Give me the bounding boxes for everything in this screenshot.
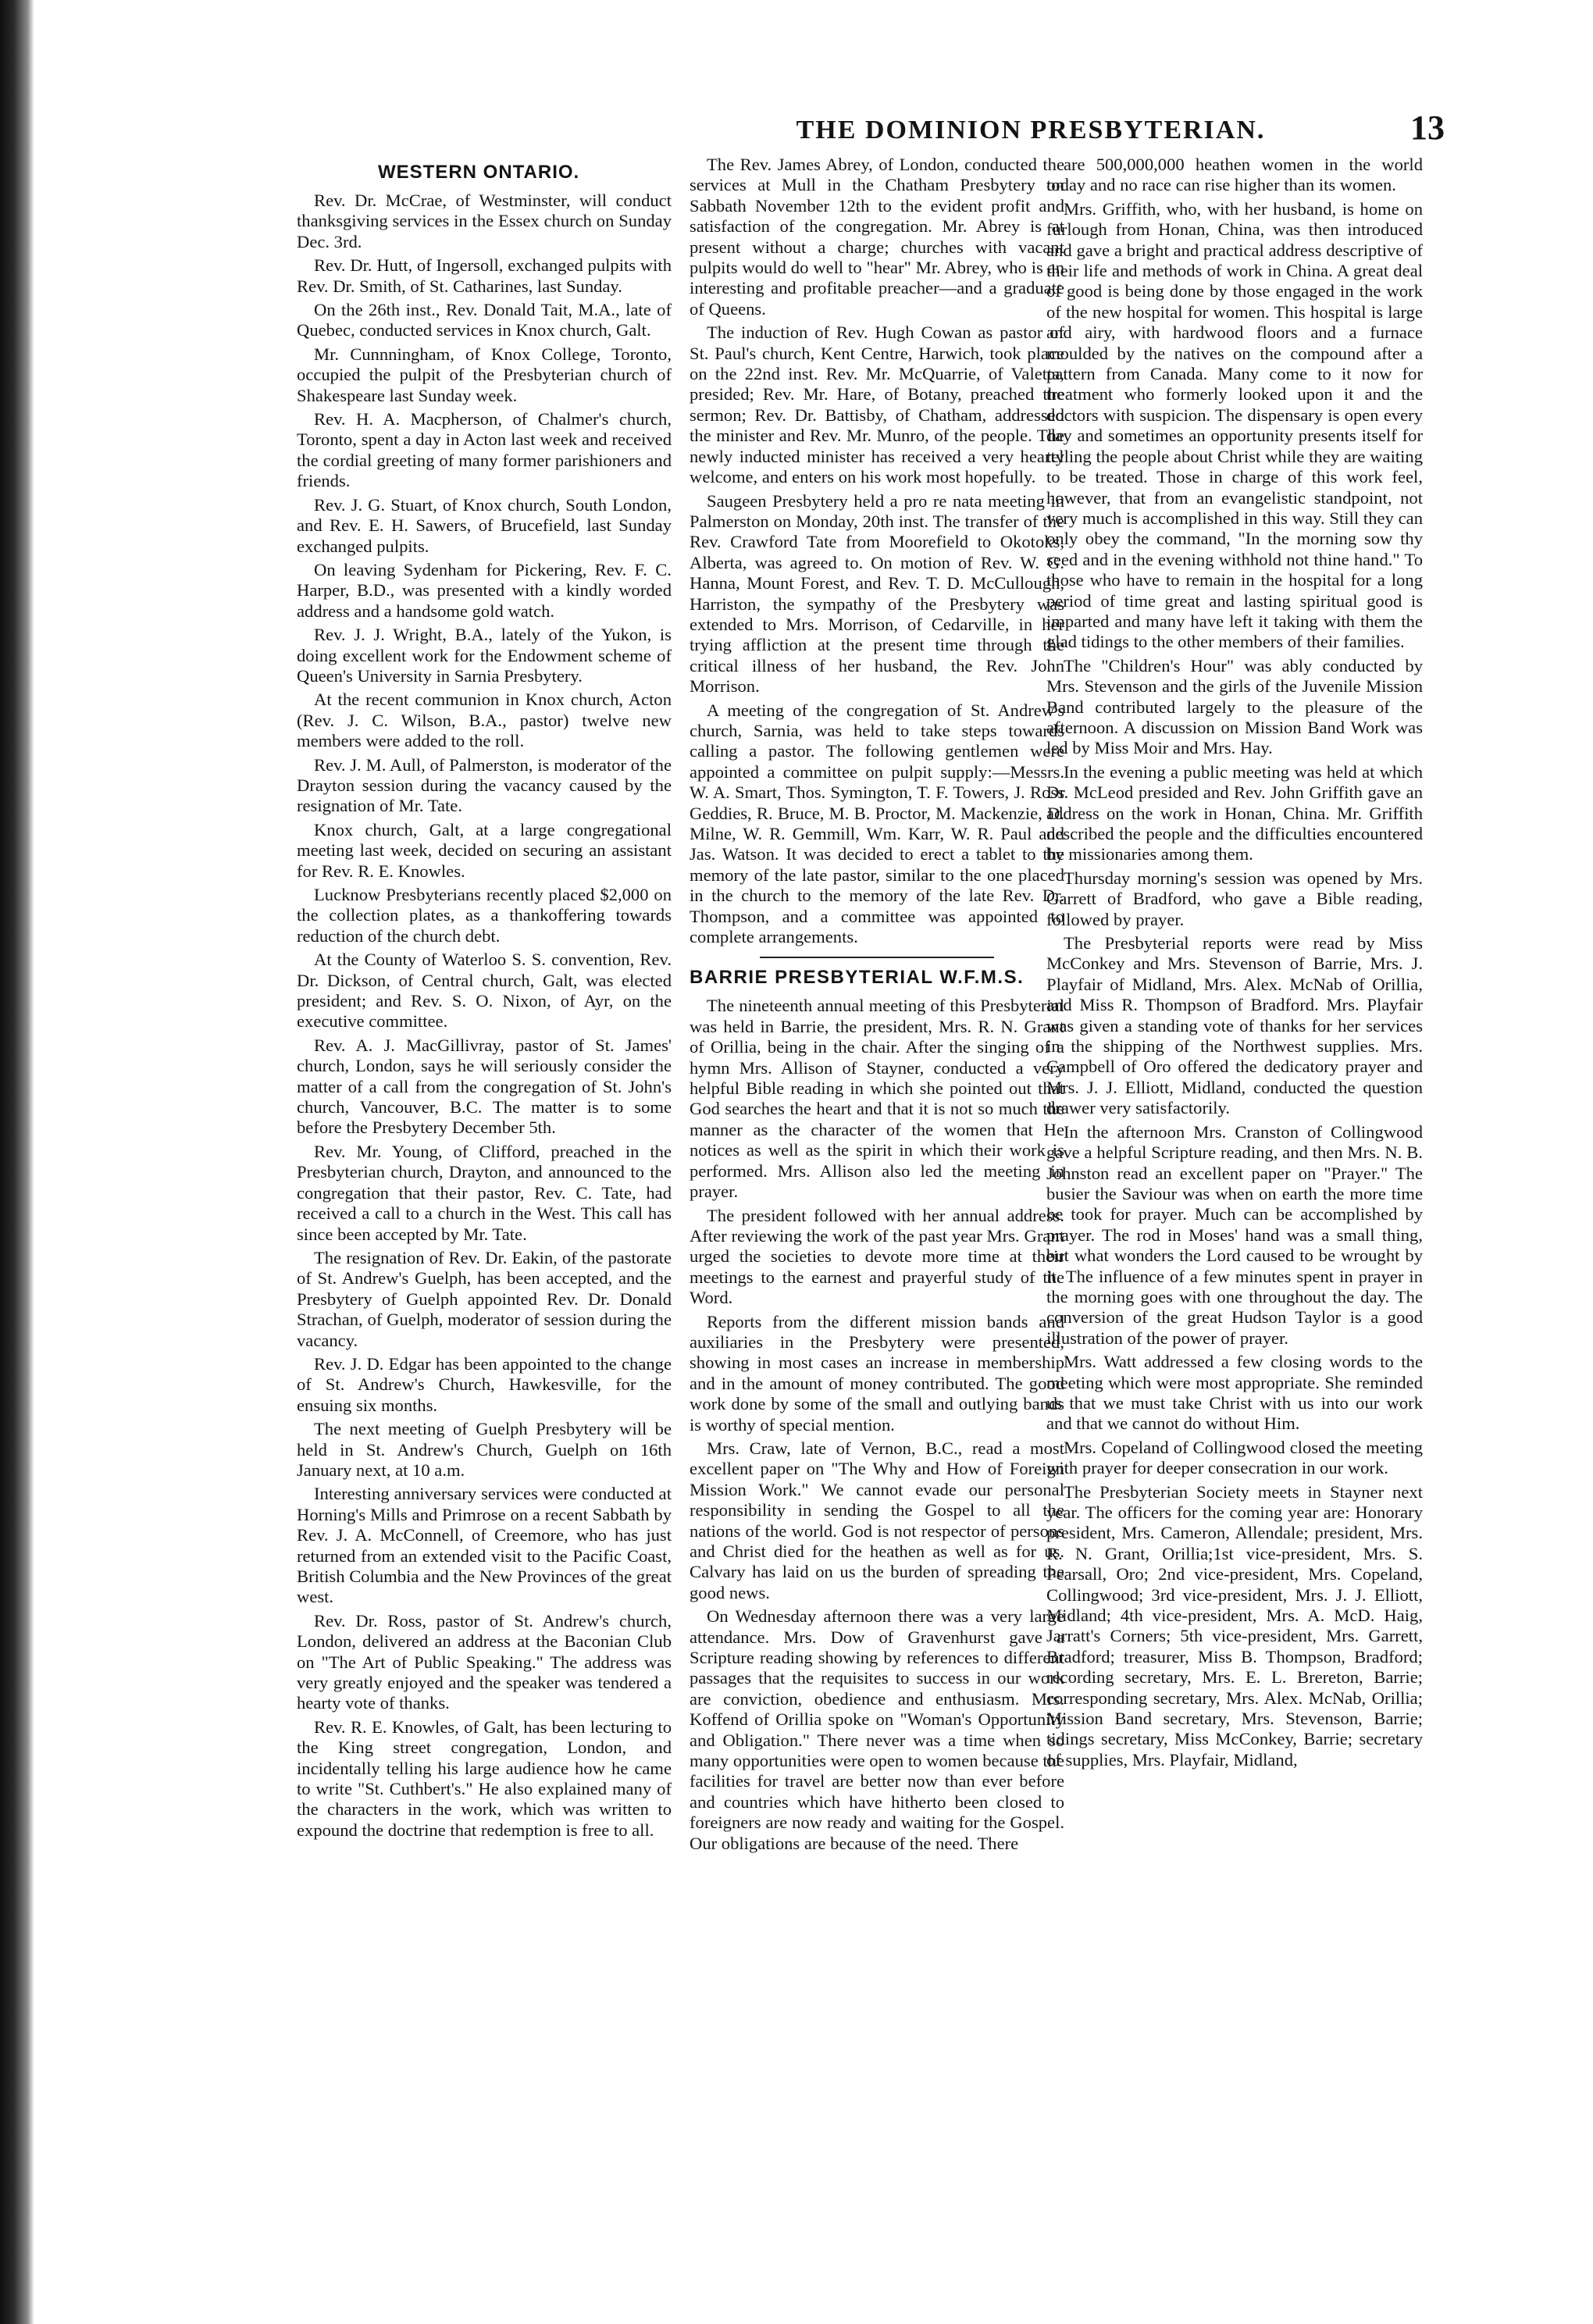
article-paragraph: Saugeen Presbytery held a pro re nata meeting in Palmerston on Monday, 20th inst. The transfer of the Rev. Crawford Tate from Moorefield to Okotoks, Alberta, was agreed to. On motion of Rev. W. G. Hanna, Mount Forest, and Rev. T. D. McCullough, Harriston, the sympathy of the Presbytery was extended to Mrs. Morrison, of Cedarville, in her trying affliction at the present time through the critical illness of her husband, the Rev. John Morrison.: [690, 490, 1064, 697]
article-paragraph: Rev. J. G. Stuart, of Knox church, South London, and Rev. E. H. Sawers, of Brucefield, last Sunday exchanged pulpits.: [297, 494, 672, 556]
column-left-body: [297, 191, 672, 1841]
column-middle-body-bottom: [690, 996, 1064, 1854]
article-paragraph: Rev. H. A. Macpherson, of Chalmer's church, Toronto, spent a day in Acton last week and received the cordial greeting of many former parishioners and friends.: [297, 409, 672, 491]
section-heading-barrie-wfms: BARRIE PRESBYTERIAL W.F.M.S.: [690, 967, 1025, 989]
article-paragraph: Thursday morning's session was opened by Mrs. Garrett of Bradford, who gave a Bible reading, followed by prayer.: [1046, 868, 1423, 929]
article-paragraph: Rev. A. J. MacGillivray, pastor of St. James' church, London, says he will seriously consider the matter of a call from the congregation of St. John's church, Vancouver, B.C. The matter is to some before the Presbytery December 5th.: [297, 1035, 672, 1138]
page-number: 13: [1410, 109, 1445, 147]
article-paragraph: At the recent communion in Knox church, Acton (Rev. J. C. Wilson, B.A., pastor) twelve new members were added to the roll.: [297, 690, 672, 751]
article-paragraph: In the afternoon Mrs. Cranston of Collingwood gave a helpful Scripture reading, and then Mrs. N. B. Johnston read an excellent paper on "Prayer." The busier the Saviour was when on earth the more time he took for prayer. Much can be accomplished by prayer. The rod in Moses' hand was a small thing, but what wonders the Lord caused to be wrought by it. The influence of a few minutes spent in prayer in the morning goes with one throughout the day. The conversion of the great Hudson Taylor is a good illustration of the power of prayer.: [1046, 1121, 1423, 1348]
article-paragraph: Rev. R. E. Knowles, of Galt, has been lecturing to the King street congregation, London, and incidentally telling his large audience how he came to write "St. Cuthbert's." He also explained many of the characters in the work, which was written to expound the doctrine that redemption is free to all.: [297, 1716, 672, 1840]
article-paragraph: On leaving Sydenham for Pickering, Rev. F. C. Harper, B.D., was presented with a kindly worded address and a handsome gold watch.: [297, 559, 672, 621]
article-paragraph: Rev. J. M. Aull, of Palmerston, is moderator of the Drayton session during the vacancy caused by the resignation of Mr. Tate.: [297, 754, 672, 816]
article-paragraph: The Rev. James Abrey, of London, conducted the services at Mull in the Chatham Presbytery on Sabbath November 12th to the evident profit and satisfaction of the congregation. Mr. Abrey is at present without a charge; churches with vacant pulpits would do well to "hear" Mr. Abrey, who is an interesting and profitable preacher—and a graduate of Queens.: [690, 155, 1064, 319]
article-paragraph: Rev. J. J. Wright, B.A., lately of the Yukon, is doing excellent work for the Endowment scheme of Queen's University in Sarnia Presbytery.: [297, 625, 672, 686]
article-paragraph: Rev. Dr. Hutt, of Ingersoll, exchanged pulpits with Rev. Dr. Smith, of St. Catharines, last Sunday.: [297, 255, 672, 296]
binding-shadow: [0, 0, 34, 2324]
article-paragraph: Interesting anniversary services were conducted at Horning's Mills and Primrose on a recent Sabbath by Rev. J. A. McConnell, of Creemore, who has just returned from an extended visit to the Pacific Coast, British Columbia and the New Provinces of the great west.: [297, 1484, 672, 1607]
article-paragraph: On Wednesday afternoon there was a very large attendance. Mrs. Dow of Gravenhurst gave a Scripture reading showing by references to different passages that the requisites to success in our work are conviction, obedience and enthusiasm. Mrs. Koffend of Orillia spoke on "Woman's Opportunity and Obligation." There never was a time when so many opportunities were open to women because the facilities for travel are better now than ever before and countries which have hitherto been closed to foreigners are now ready and waiting for the Gospel. Our obligations are because of the need. There: [690, 1606, 1064, 1853]
article-paragraph: Mrs. Griffith, who, with her husband, is home on furlough from Honan, China, was then introduced and gave a bright and practical address descriptive of their life and methods of work in China. A great deal of good is being done by those engaged in the work of the new hospital for women. This hospital is large and airy, with hardwood floors and a furnace moulded by the natives on the compound after a pattern from Canada. Many come to it now for treatment who formerly looked upon it and the doctors with suspicion. The dispensary is open every day and sometimes an opportunity presents itself for telling the people about Christ while they are waiting to be treated. Those in charge of this work feel, however, that from an evangelistic standpoint, not very much is accomplished in this way. Still they can only obey the command, "In the morning sow thy seed and in the evening withhold not thine hand." To those who have to remain in the hospital for a long period of time great and lasting spiritual good is imparted and many have left it taking with them the glad tidings to the other members of their families.: [1046, 198, 1423, 652]
article-paragraph: In the evening a public meeting was held at which Dr. McLeod presided and Rev. John Griffith gave an address on the work in Honan, China. Mr. Griffith described the people and the difficulties encountered by missionaries among them.: [1046, 761, 1423, 864]
article-paragraph: Rev. Dr. Ross, pastor of St. Andrew's church, London, delivered an address at the Baconian Club on "The Art of Public Speaking." The address was very greatly enjoyed and the speaker was tendered a hearty vote of thanks.: [297, 1610, 672, 1713]
article-paragraph: The president followed with her annual address. After reviewing the work of the past year Mrs. Grant urged the societies to devote more time at their meetings to the earnest and prayerful study of the Word.: [690, 1205, 1064, 1308]
column-right-body: [1046, 155, 1423, 1770]
article-paragraph: The next meeting of Guelph Presbytery will be held in St. Andrew's Church, Guelph on 16th January next, at 10 a.m.: [297, 1419, 672, 1480]
article-paragraph: On the 26th inst., Rev. Donald Tait, M.A., late of Quebec, conducted services in Knox church, Galt.: [297, 300, 672, 340]
column-middle-body-top: [690, 155, 1064, 947]
column-left: [297, 161, 672, 1844]
article-paragraph: are 500,000,000 heathen women in the world today and no race can rise higher than its women.: [1046, 155, 1423, 195]
article-paragraph: At the County of Waterloo S. S. convention, Rev. Dr. Dickson, of Central church, Galt, was elected president; and Rev. S. O. Nixon, of Ayr, on the executive committee.: [297, 950, 672, 1032]
page-title: THE DOMINION PRESBYTERIAN.: [796, 116, 1266, 144]
article-paragraph: Rev. Mr. Young, of Clifford, preached in the Presbyterian church, Drayton, and announced to the congregation that their pastor, Rev. C. Tate, had received a call to a church in the West. This call has since been accepted by Mr. Tate.: [297, 1141, 672, 1244]
column-right: [1046, 155, 1423, 1773]
article-paragraph: Rev. J. D. Edgar has been appointed to the change of St. Andrew's Church, Hawkesville, for the ensuing six months.: [297, 1353, 672, 1415]
article-paragraph: A meeting of the congregation of St. Andrew's church, Sarnia, was held to take steps towards calling a pastor. The following gentlemen were appointed a committee on pulpit supply:—Messrs. W. A. Smart, Thos. Symington, T. F. Towers, J. Ross Geddies, R. Bruce, M. B. Proctor, M. Mackenzie, D. Milne, W. R. Gemmill, Wm. Karr, W. R. Paul and Jas. Watson. It was decided to erect a tablet to the memory of the late pastor, similar to the one placed in the church to the memory of the late Rev. Dr. Thompson, and a committee was appointed to complete arrangements.: [690, 700, 1064, 947]
article-paragraph: The Presbyterial reports were read by Miss McConkey and Mrs. Stevenson of Barrie, Mrs. J. Playfair of Midland, Mrs. Alex. McNab of Orillia, and Miss R. Thompson of Bradford. Mrs. Playfair was given a standing vote of thanks for her services in the shipping of the Northwest supplies. Mrs. Campbell of Oro offered the dedicatory prayer and Mrs. J. J. Elliott, Midland, conducted the question drawer very satisfactorily.: [1046, 933, 1423, 1118]
article-paragraph: Mrs. Copeland of Collingwood closed the meeting with prayer for deeper consecration in our work.: [1046, 1437, 1423, 1478]
section-divider: [760, 957, 994, 958]
article-paragraph: The nineteenth annual meeting of this Presbyterial was held in Barrie, the president, Mrs. R. N. Grant of Orillia, being in the chair. After the singing of a hymn Mrs. Allison of Stayner, conducted a very helpful Bible reading in which she pointed out that God searches the heart and that it is not so much the manner as the character of the women that He notices as well as the spirit in which their work is performed. Mrs. Allison also led the meeting in prayer.: [690, 996, 1064, 1202]
article-paragraph: Reports from the different mission bands and auxiliaries in the Presbytery were presented, showing in most cases an increase in membership and in the amount of money contributed. The good work done by some of the small and outlying bands is worthy of special mention.: [690, 1311, 1064, 1435]
section-heading-western-ontario: WESTERN ONTARIO.: [378, 162, 580, 183]
article-paragraph: Mrs. Craw, late of Vernon, B.C., read a most excellent paper on "The Why and How of Foreign Mission Work." We cannot evade our personal responsibility in sending the Gospel to all the nations of the world. God is not respector of persons and Christ died for the heathen as well as for us. Calvary has laid on us the burden of spreading the good news.: [690, 1438, 1064, 1602]
article-paragraph: Knox church, Galt, at a large congregational meeting last week, decided on securing an assistant for Rev. R. E. Knowles.: [297, 819, 672, 881]
article-paragraph: Rev. Dr. McCrae, of Westminster, will conduct thanksgiving services in the Essex church on Sunday Dec. 3rd.: [297, 191, 672, 251]
article-paragraph: The "Children's Hour" was ably conducted by Mrs. Stevenson and the girls of the Juvenile Mission Band contributed largely to the pleasure of the afternoon. A discussion on Mission Band Work was led by Miss Moir and Mrs. Hay.: [1046, 655, 1423, 758]
article-paragraph: The Presbyterian Society meets in Stayner next year. The officers for the coming year are: Honorary president, Mrs. Cameron, Allendale; president, Mrs. R. N. Grant, Orillia;1st vice-president, Mrs. S. Pearsall, Oro; 2nd vice-president, Mrs. Copeland, Collingwood; 3rd vice-president, Mrs. J. J. Elliott, Midland; 4th vice-president, Mrs. A. McD. Haig, Jarratt's Corners; 5th vice-president, Mrs. Garrett, Bradford; treasurer, Miss B. Thompson, Bradford; recording secretary, Mrs. E. L. Brereton, Barrie; corresponding secretary, Mrs. Alex. McNab, Orillia; Mission Band secretary, Mrs. Stevenson, Barrie; tidings secretary, Miss McConkey, Barrie; secretary of supplies, Mrs. Playfair, Midland,: [1046, 1481, 1423, 1770]
article-paragraph: The resignation of Rev. Dr. Eakin, of the pastorate of St. Andrew's Guelph, has been accepted, and the Presbytery of Guelph appointed Rev. Dr. Donald Strachan, of Guelph, moderator of session during the vacancy.: [297, 1247, 672, 1350]
article-paragraph: Mrs. Watt addressed a few closing words to the meeting which were most appropriate. She reminded us that we must take Christ with us into our work and that we cannot do without Him.: [1046, 1352, 1423, 1434]
column-middle: [690, 155, 1064, 1857]
article-paragraph: The induction of Rev. Hugh Cowan as pastor of St. Paul's church, Kent Centre, Harwich, took place on the 22nd inst. Rev. Mr. McQuarrie, of Valetta, presided; Rev. Mr. Hare, of Botany, preached the sermon; Rev. Dr. Battisby, of Chatham, addressed the minister and Rev. Mr. Munro, of the people. The newly inducted minister has received a very hearty welcome, and enters on his work most hopefully.: [690, 323, 1064, 487]
article-paragraph: Mr. Cunnningham, of Knox College, Toronto, occupied the pulpit of the Presbyterian church of Shakespeare last Sunday week.: [297, 344, 672, 405]
article-paragraph: Lucknow Presbyterians recently placed $2,000 on the collection plates, as a thankoffering towards reduction of the church debt.: [297, 885, 672, 946]
